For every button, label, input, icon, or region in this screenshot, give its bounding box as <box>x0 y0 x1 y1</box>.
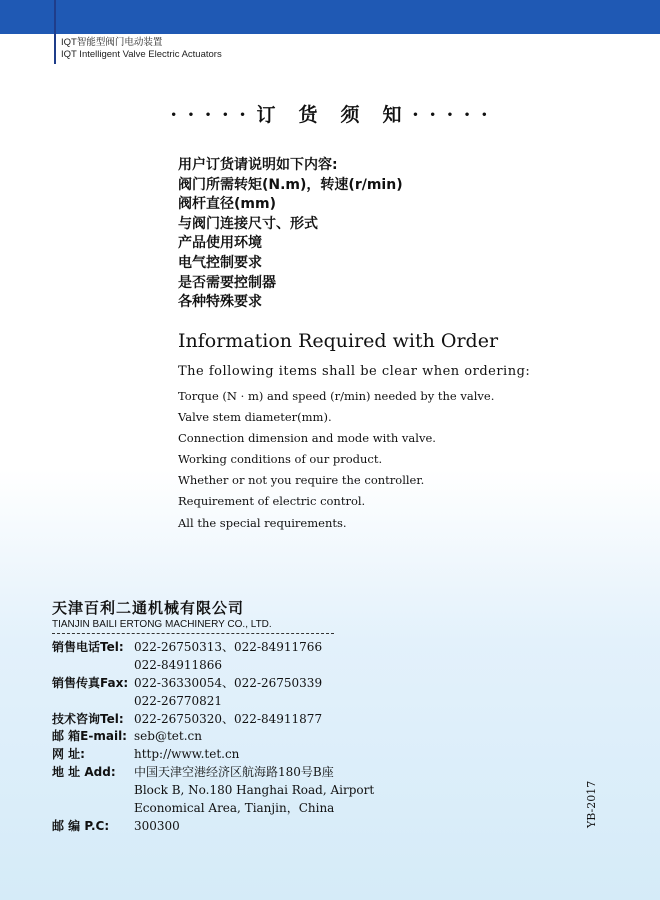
document-code: YB-2017 <box>585 780 598 828</box>
contact-value: 022-36330054、022-26750339 <box>134 675 323 690</box>
order-notice-title: · · · · · 订 货 须 知 · · · · · <box>170 104 490 126</box>
cn-requirements-list <box>178 156 403 313</box>
en-item: Whether or not you require the controller. <box>178 473 425 488</box>
en-item: Requirement of electric control. <box>178 494 366 509</box>
contact-value: 中国天津空港经济区航海路180号B座 <box>134 765 334 780</box>
cn-item: 用户订货请说明如下内容: <box>178 157 338 173</box>
contact-value: 022-84911866 <box>134 657 223 672</box>
company-name-cn: 天津百利二通机械有限公司 <box>52 599 245 617</box>
cn-item: 电气控制要求 <box>178 254 262 271</box>
cn-item: 是否需要控制器 <box>178 274 276 291</box>
contact-label: 网 址: <box>52 747 85 762</box>
contact-value: seb@tet.cn <box>134 729 202 744</box>
en-item: Working conditions of our product. <box>178 452 383 467</box>
cn-item: 阀杆直径(mm) <box>178 196 276 213</box>
top-color-bar <box>0 0 660 34</box>
contact-value: http://www.tet.cn <box>134 747 240 762</box>
cn-item: 与阀门连接尺寸、形式 <box>178 215 318 232</box>
brand-en: IQT Intelligent Valve Electric Actuators <box>61 49 222 60</box>
contact-label: 销售传真Fax: <box>52 675 129 690</box>
cn-item: 产品使用环境 <box>178 235 262 252</box>
contact-value: 300300 <box>134 818 180 833</box>
cn-item: 阀门所需转矩(N.m)，转速(r/min) <box>178 176 403 193</box>
en-section-title: Information Required with Order <box>178 330 499 352</box>
contact-value: Economical Area, Tianjin，China <box>134 801 335 816</box>
brand-cn: IQT智能型阀门电动装置 <box>61 37 163 48</box>
contact-label: 销售电话Tel: <box>52 640 124 654</box>
en-section-subtitle: The following items shall be clear when ordering: <box>178 364 531 379</box>
en-item: All the special requirements. <box>178 515 347 530</box>
contact-value: 022-26770821 <box>134 693 223 708</box>
en-item: Valve stem diameter(mm). <box>178 410 332 425</box>
contact-value: 022-26750313、022-84911766 <box>134 640 323 654</box>
company-name-en: TIANJIN BAILI ERTONG MACHINERY CO., LTD. <box>52 619 272 630</box>
contact-label: 邮 编 P.C: <box>52 818 110 833</box>
contact-value: Block B, No.180 Hanghai Road, Airport <box>134 783 375 798</box>
en-item: Torque (N · m) and speed (r/min) needed by the valve. <box>178 389 495 403</box>
header-brand <box>61 37 222 61</box>
contact-label: 技术咨询Tel: <box>52 711 124 726</box>
cn-item: 各种特殊要求 <box>178 294 262 311</box>
contact-label: 邮 箱E-mail: <box>52 729 127 744</box>
en-item: Connection dimension and mode with valve. <box>178 431 436 446</box>
header-vertical-rule <box>54 0 56 64</box>
en-requirements-list <box>178 386 494 534</box>
dashed-divider <box>52 633 334 634</box>
contact-label: 地 址 Add: <box>52 765 116 780</box>
contact-value: 022-26750320、022-84911877 <box>134 711 323 726</box>
